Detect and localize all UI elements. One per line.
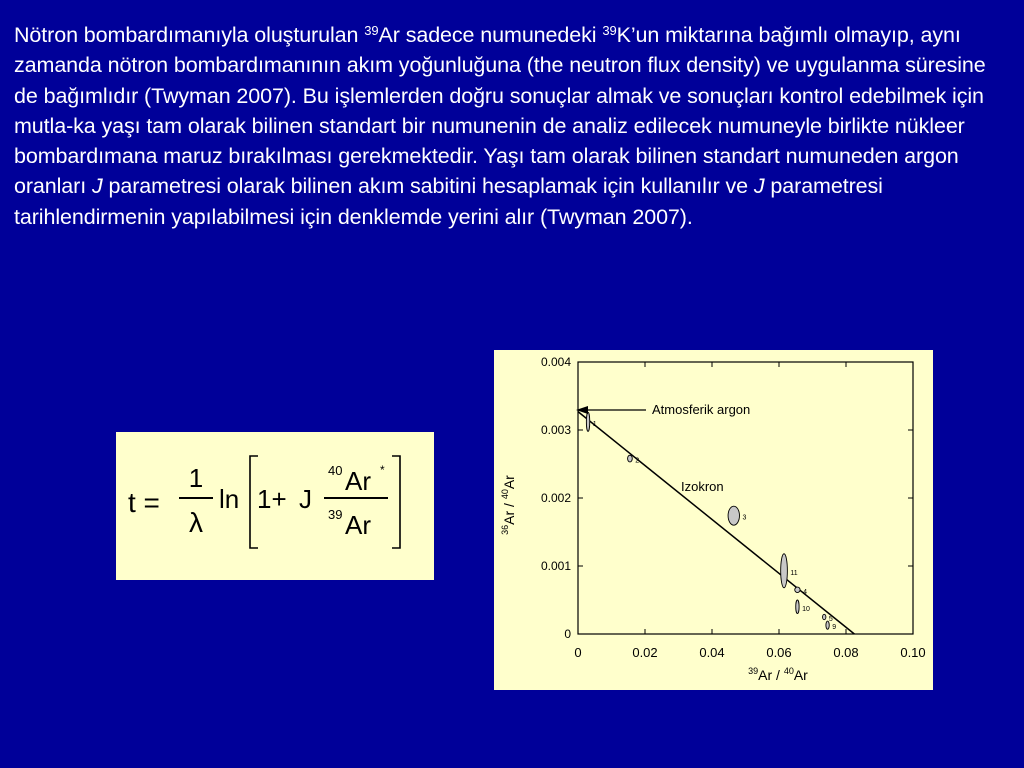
x-tick-label: 0.04 [699,645,725,660]
age-equation-box [116,432,434,580]
paragraph-text-3: K’un miktarına bağımlı olmayıp, aynı zamanda nötron bombardımanının akım yoğunluğuna (the neutron flux density) ve uygulanma süresine de bağımlıdır (Twyman 2007). Bu işlemlerden doğru sonuçlar almak ve sonuçları kontrol edebilmek için mutla-ka yaşı tam olarak bilinen standart bir numunenin de analiz edilecek numuneyle birlikte nükleer bombardımana maruz bırakılması gerekmektedir. Yaşı tam olarak bilinen standart numuneden argon oranları [14,23,986,199]
superscript-39-b: 39 [602,23,617,38]
data-point-1 [586,412,589,431]
superscript-39-a: 39 [364,23,379,38]
x-tick-label: 0.06 [766,645,792,660]
data-point-9 [826,621,829,629]
x-axis-label [748,666,808,683]
y-label-part-a: Ar / [501,499,517,525]
x-label-part-a: Ar / [758,667,784,683]
atmospheric-argon-label: Atmosferik argon [652,402,751,417]
age-equation [116,432,434,580]
data-point-11 [781,554,788,588]
isochron-chart [494,350,933,690]
y-label-sup-b: 40 [500,489,510,500]
point-label-5: 5 [828,616,833,623]
radiogenic-star: * [380,463,385,477]
point-label-3: 3 [742,514,747,522]
natural-log: ln [219,484,240,514]
data-point-10 [796,600,799,614]
y-tick-label: 0.004 [540,355,571,369]
data-point-3 [728,506,739,525]
x-tick-label: 0.10 [900,645,926,660]
data-point-2 [628,455,633,462]
x-label-sup-a: 39 [748,666,759,676]
y-label-sup-a: 36 [500,524,510,535]
j-parameter: J [299,484,312,514]
j-parameter-italic-1: J [91,174,103,199]
y-tick-label: 0 [564,627,571,641]
ar39-mass-number: 39 [328,507,343,522]
point-label-10: 10 [802,605,810,613]
isochron-line-group [578,412,854,634]
point-label-2: 2 [635,457,640,465]
isochron-graph-box [494,350,933,690]
paragraph-text-4: parametresi olarak bilinen akım sabitini hesaplamak için kullanılır ve [102,174,754,199]
point-label-1: 1 [592,420,597,428]
x-label-sup-b: 40 [783,666,794,676]
ar40-mass-number: 40 [328,463,343,478]
x-tick-label: 0.08 [833,645,859,660]
j-parameter-italic-2: J [753,174,765,199]
data-point-4 [795,587,800,592]
x-tick-label: 0.02 [632,645,658,660]
y-tick-label: 0.003 [540,423,571,437]
y-label-part-b: Ar [501,475,517,490]
right-bracket [392,456,400,548]
ar39-symbol: Ar [345,510,371,540]
isochron-label: Izokron [681,479,724,494]
fraction-numerator: 1 [188,463,204,493]
data-point-5 [823,614,826,619]
isochron-line [578,412,854,634]
x-tick-label: 0 [574,645,582,660]
point-label-4: 4 [803,588,808,596]
data-points [586,412,836,631]
lambda-symbol: λ [189,507,203,538]
y-axis-label [500,475,517,535]
y-tick-label: 0.001 [540,559,571,573]
one-plus: 1+ [257,484,287,514]
body-paragraph [14,20,1014,232]
point-label-11: 11 [790,569,798,577]
equation-lhs: t = [128,487,160,518]
x-label-part-b: Ar [793,667,808,683]
paragraph-text-2: Ar sadece numunedeki [378,23,603,47]
paragraph-text-5: parametresi tarihlendirmenin yapılabilmesi için denklemde yerini alır (Twyman 2007). [14,174,883,229]
point-label-9: 9 [832,624,837,632]
paragraph-text-1: Nötron bombardımanıyla oluşturulan [14,23,365,47]
y-tick-label: 0.002 [540,491,571,505]
ar40-symbol: Ar [345,466,371,496]
